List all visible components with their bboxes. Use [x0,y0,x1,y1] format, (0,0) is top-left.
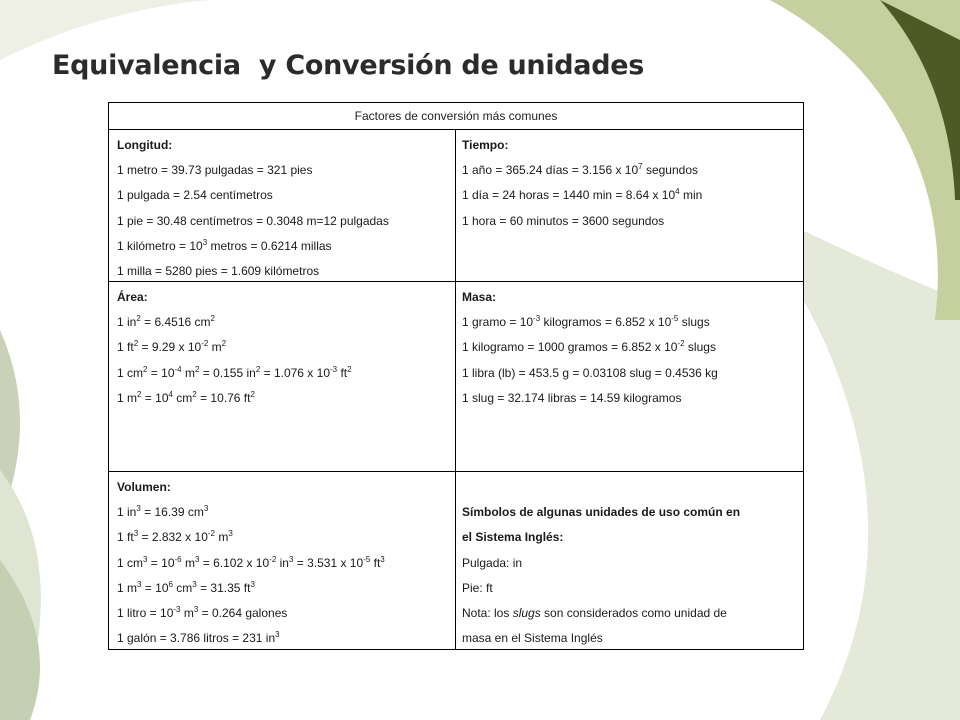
longitud-cell [109,130,456,281]
tiempo-line: 1 año = 365.24 días = 3.156 x $10^7$ segundos [462,162,698,178]
table-header: Factores de conversión más comunes [109,103,803,130]
masa-line: 1 slug = 32.174 libras = 14.59 kilogramos [462,390,682,405]
longitud-line: 1 kilómetro = $10^3$ metros = 0.6214 millas [117,237,332,253]
volumen-line: 1 $ft^3 = 2.832$ x $10^{-2}$ $m^3$ [117,529,233,545]
simbolos-spacer [462,475,803,500]
volumen-cell [109,472,456,650]
page-title: Equivalencia y Conversión de unidades [52,50,645,81]
masa-line: 1 kilogramo = 1000 gramos = 6.852 x $10^{-2}$ slugs [462,339,716,355]
tiempo-heading: Tiempo: [462,138,509,152]
volumen-line: 1 $m^3 = 10^6$ $cm^3 = 31.35$ $ft^3$ [117,579,255,595]
nota-italic: slugs [512,605,541,620]
area-heading: Área: [117,290,148,304]
nota-prefix: Nota: los [462,605,513,620]
area-cell [109,282,456,471]
longitud-line: 1 pulgada = 2.54 centímetros [117,188,273,203]
simbolos-cell [456,472,803,650]
simbolos-heading: Símbolos de algunas unidades de uso común en [462,505,741,520]
masa-cell [456,282,803,471]
masa-heading: Masa: [462,290,497,304]
volumen-line: 1 $in^3 = 16.39$ $cm^3$ [117,504,209,520]
longitud-line: 1 pie = 30.48 centímetros = 0.3048 m=12 pulgadas [117,213,389,228]
tiempo-line: 1 hora = 60 minutos = 3600 segundos [462,213,665,228]
nota-suffix: son considerados como unidad de [540,605,727,620]
nota-line [462,601,803,626]
longitud-line: 1 milla = 5280 pies = 1.609 kilómetros [117,263,320,278]
area-line: 1 $m^2 = 10^4$ $cm^2 = 10.76$ $ft^2$ [117,389,255,405]
table-row [109,130,803,282]
longitud-line: 1 metro = 39.73 pulgadas = 321 pies [117,163,313,178]
volumen-heading: Volumen: [117,480,171,494]
volumen-line: 1 $cm^3 = 10^{-6}$ $m^3 = 6.102$ x $10^{-2}$ $in^3 = 3.531$ x $10^{-5}$ $ft^3$ [117,554,385,570]
masa-line: 1 gramo = $10^{-3}$ kilogramos = 6.852 x $10^{-5}$ slugs [462,314,710,330]
simbolos-line: Pie: ft [462,580,493,595]
tiempo-line: 1 día = 24 horas = 1440 min = 8.64 x $10^4$ min [462,187,703,203]
tiempo-cell [456,130,803,281]
simbolos-heading: el Sistema Inglés: [462,530,564,545]
area-line: 1 $cm^2 = 10^{-4}$ $m^2 = 0.155$ $in^2 = 1.076$ x $10^{-3}$ $ft^2$ [117,364,352,380]
area-line: 1 $in^2 = 6.4516$ $cm^2$ [117,314,215,330]
table-row [109,282,803,472]
simbolos-line: Pulgada: in [462,555,523,570]
table-row [109,472,803,650]
area-line: 1 $ft^2 = 9.29$ x $10^{-2}$ $m^2$ [117,339,227,355]
conversion-table [108,102,804,650]
longitud-heading: Longitud: [117,138,173,152]
nota-line: masa en el Sistema Inglés [462,631,603,646]
volumen-line: 1 litro = $10^{-3}$ $m^3 = 0.264$ galones [117,604,288,620]
volumen-line: 1 galón = 3.786 litros = 231 $in^3$ [117,630,280,646]
masa-line: 1 libra (lb) = 453.5 g = 0.03108 slug = 0.4536 kg [462,365,718,380]
